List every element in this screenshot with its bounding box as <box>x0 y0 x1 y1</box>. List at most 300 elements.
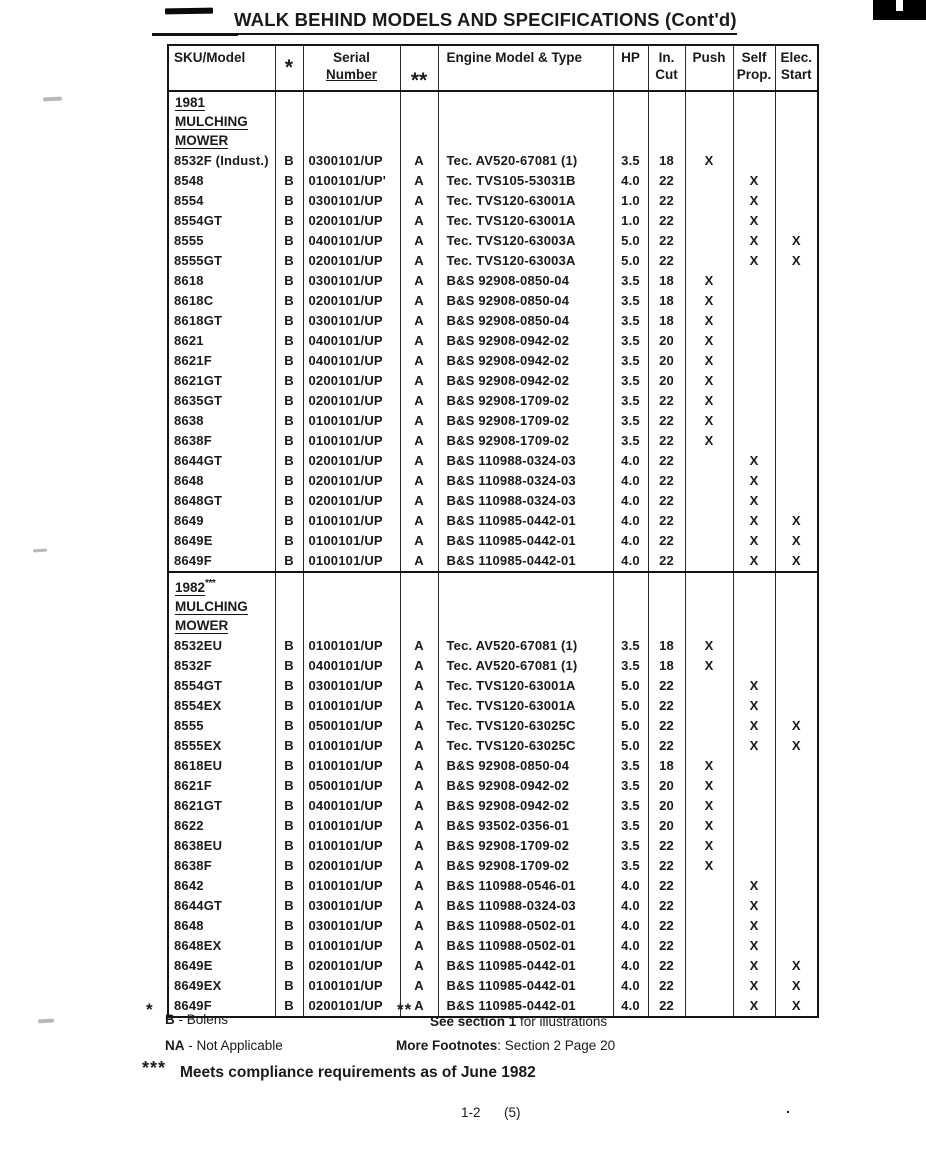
section-header-row <box>168 572 818 636</box>
cell-serial: 0200101/UP <box>303 371 400 391</box>
cell-serial: 0300101/UP <box>303 151 400 171</box>
footnote-star-marker: * <box>146 1000 153 1019</box>
table-row <box>168 836 818 856</box>
cell-elec: X <box>775 716 818 736</box>
col-header-star: * <box>275 45 303 91</box>
cell-model: 8638 <box>174 413 204 428</box>
cell-b: B <box>275 311 303 331</box>
cell-elec <box>775 816 818 836</box>
cell-self: X <box>733 976 775 996</box>
cell-push: X <box>685 311 733 331</box>
cell-self: X <box>733 696 775 716</box>
cell-push <box>685 876 733 896</box>
cell-self <box>733 371 775 391</box>
cell-a: A <box>400 411 438 431</box>
cell-serial: 0100101/UP <box>303 936 400 956</box>
cell-engine: B&S 110988-0324-03 <box>438 491 613 511</box>
cell-push: X <box>685 151 733 171</box>
header-line: Serial <box>333 50 370 65</box>
cell-a: A <box>400 171 438 191</box>
cell-serial: 0200101/UP <box>303 251 400 271</box>
cell-cut: 22 <box>648 451 685 471</box>
cell-self <box>733 331 775 351</box>
cell-model: 8554EX <box>174 697 222 713</box>
table-row <box>168 491 818 511</box>
cell-self: X <box>733 676 775 696</box>
cell-elec <box>775 311 818 331</box>
cell-self <box>733 836 775 856</box>
cell-self: X <box>733 956 775 976</box>
cell-self <box>733 271 775 291</box>
table-row <box>168 956 818 976</box>
cell-b: B <box>275 431 303 451</box>
cell-serial: 0200101/UP <box>303 996 400 1017</box>
cell-serial: 0100101/UP <box>303 816 400 836</box>
cell-engine: B&S 92908-0942-02 <box>438 351 613 371</box>
cell-serial: 0300101/UP <box>303 311 400 331</box>
cell-self: X <box>733 551 775 572</box>
cell-self: X <box>733 191 775 211</box>
footnote-def: - Not Applicable <box>184 1038 283 1053</box>
cell-self <box>733 351 775 371</box>
cell-cut: 22 <box>648 876 685 896</box>
cell-hp: 4.0 <box>613 956 648 976</box>
cell-a: A <box>400 271 438 291</box>
cell-engine: B&S 93502-0356-01 <box>438 816 613 836</box>
table-row <box>168 411 818 431</box>
cell-hp: 3.5 <box>613 431 648 451</box>
cell-serial: 0100101/UP <box>303 876 400 896</box>
table-row <box>168 876 818 896</box>
cell-a: A <box>400 856 438 876</box>
cell-engine: Tec. TVS120-63001A <box>438 211 613 231</box>
table-row <box>168 351 818 371</box>
cell-self: X <box>733 876 775 896</box>
empty-cell <box>275 572 303 636</box>
cell-self <box>733 311 775 331</box>
empty-cell <box>648 572 685 636</box>
cell-self: X <box>733 231 775 251</box>
cell-model: 8555EX <box>174 737 222 753</box>
cell-hp: 3.5 <box>613 331 648 351</box>
cell-push: X <box>685 756 733 776</box>
cell-serial: 0400101/UP <box>303 351 400 371</box>
cell-b: B <box>275 916 303 936</box>
cell-b: B <box>275 676 303 696</box>
section-index-tab <box>873 0 926 20</box>
cell-a: A <box>400 451 438 471</box>
cell-elec <box>775 151 818 171</box>
cell-model: 8554 <box>174 193 204 208</box>
cell-hp: 4.0 <box>613 471 648 491</box>
table-row <box>168 856 818 876</box>
cell-serial: 0100101/UP <box>303 736 400 756</box>
cell-elec <box>775 491 818 511</box>
cell-self: X <box>733 996 775 1017</box>
cell-cut: 22 <box>648 191 685 211</box>
cell-b: B <box>275 936 303 956</box>
cell-serial: 0200101/UP <box>303 451 400 471</box>
cell-self <box>733 411 775 431</box>
cell-engine: B&S 110985-0442-01 <box>438 976 613 996</box>
cell-b: B <box>275 391 303 411</box>
cell-model: 8618C <box>174 293 214 308</box>
cell-model: 8638EU <box>174 837 223 853</box>
cell-model: 8621GT <box>174 797 223 813</box>
scan-artifact <box>38 1019 54 1024</box>
cell-model: 8622 <box>174 817 204 833</box>
cell-cut: 22 <box>648 856 685 876</box>
col-header-hp: HP <box>613 45 648 91</box>
cell-push: X <box>685 636 733 656</box>
section-name-line: MULCHING <box>175 598 248 614</box>
cell-push: X <box>685 856 733 876</box>
cell-elec: X <box>775 251 818 271</box>
cell-b: B <box>275 471 303 491</box>
cell-serial: 0400101/UP <box>303 231 400 251</box>
cell-a: A <box>400 551 438 572</box>
cell-a: A <box>400 776 438 796</box>
cell-model: 8621F <box>174 777 212 793</box>
cell-b: B <box>275 736 303 756</box>
table-row <box>168 231 818 251</box>
cell-hp: 3.5 <box>613 836 648 856</box>
table-row <box>168 896 818 916</box>
col-header-sku-model: SKU/Model <box>168 45 275 91</box>
cell-a: A <box>400 351 438 371</box>
header-line: Elec. <box>780 50 813 65</box>
cell-serial: 0500101/UP <box>303 716 400 736</box>
table-row <box>168 171 818 191</box>
cell-hp: 5.0 <box>613 231 648 251</box>
empty-cell <box>303 91 400 151</box>
cell-cut: 22 <box>648 211 685 231</box>
cell-b: B <box>275 776 303 796</box>
tab-digit-fragment <box>896 0 903 11</box>
table-row <box>168 431 818 451</box>
cell-elec <box>775 351 818 371</box>
table-row <box>168 716 818 736</box>
cell-cut: 22 <box>648 676 685 696</box>
cell-b: B <box>275 411 303 431</box>
cell-elec <box>775 171 818 191</box>
empty-cell <box>613 572 648 636</box>
cell-b: B <box>275 251 303 271</box>
section-year: 1982 <box>175 579 206 595</box>
cell-cut: 18 <box>648 756 685 776</box>
cell-self: X <box>733 716 775 736</box>
cell-a: A <box>400 796 438 816</box>
cell-cut: 20 <box>648 796 685 816</box>
cell-serial: 0100101/UP <box>303 551 400 572</box>
cell-elec: X <box>775 976 818 996</box>
footnote-term: NA <box>165 1038 185 1053</box>
cell-b: B <box>275 291 303 311</box>
cell-engine: Tec. TVS120-63001A <box>438 696 613 716</box>
cell-engine: B&S 92908-0942-02 <box>438 331 613 351</box>
cell-elec <box>775 331 818 351</box>
cell-hp: 3.5 <box>613 351 648 371</box>
cell-hp: 4.0 <box>613 916 648 936</box>
table-row <box>168 271 818 291</box>
cell-self: X <box>733 211 775 231</box>
cell-elec: X <box>775 511 818 531</box>
cell-self: X <box>733 531 775 551</box>
cell-push <box>685 956 733 976</box>
cell-push: X <box>685 796 733 816</box>
cell-engine: B&S 110985-0442-01 <box>438 551 613 572</box>
cell-a: A <box>400 331 438 351</box>
scan-artifact: . <box>786 1100 790 1116</box>
header-line: Self <box>741 50 767 65</box>
cell-engine: B&S 92908-0850-04 <box>438 311 613 331</box>
cell-b: B <box>275 636 303 656</box>
cell-elec <box>775 936 818 956</box>
cell-hp: 3.5 <box>613 776 648 796</box>
table-row <box>168 471 818 491</box>
cell-hp: 4.0 <box>613 996 648 1017</box>
col-header-elec-start <box>775 45 818 91</box>
cell-model: 8638F <box>174 433 212 448</box>
cell-model: 8554GT <box>174 213 223 228</box>
cell-hp: 3.5 <box>613 151 648 171</box>
header-line: Number <box>325 67 377 82</box>
cell-a: A <box>400 431 438 451</box>
cell-b: B <box>275 856 303 876</box>
col-header-in-cut <box>648 45 685 91</box>
cell-model: 8649F <box>174 553 212 568</box>
cell-push: X <box>685 271 733 291</box>
cell-b: B <box>275 756 303 776</box>
scan-artifact <box>33 549 47 553</box>
cell-self: X <box>733 251 775 271</box>
cell-b: B <box>275 511 303 531</box>
cell-serial: 0100101/UP <box>303 511 400 531</box>
cell-b: B <box>275 451 303 471</box>
table-row <box>168 511 818 531</box>
cell-push <box>685 251 733 271</box>
table-row <box>168 531 818 551</box>
cell-b: B <box>275 696 303 716</box>
cell-model: 8532EU <box>174 637 223 653</box>
footnote-def: : Section 2 Page 20 <box>497 1038 616 1053</box>
cell-b: B <box>275 191 303 211</box>
col-header-double-star: ** <box>400 45 438 91</box>
cell-hp: 5.0 <box>613 676 648 696</box>
cell-engine: B&S 110985-0442-01 <box>438 956 613 976</box>
cell-hp: 4.0 <box>613 976 648 996</box>
cell-push: X <box>685 351 733 371</box>
cell-cut: 20 <box>648 351 685 371</box>
cell-push: X <box>685 836 733 856</box>
cell-model: 8648EX <box>174 937 222 953</box>
cell-hp: 4.0 <box>613 936 648 956</box>
empty-cell <box>438 91 613 151</box>
cell-a: A <box>400 716 438 736</box>
cell-self: X <box>733 511 775 531</box>
cell-elec: X <box>775 996 818 1017</box>
cell-serial: 0100101/UP <box>303 976 400 996</box>
cell-engine: Tec. TVS120-63001A <box>438 191 613 211</box>
cell-b: B <box>275 716 303 736</box>
section-title <box>168 572 275 636</box>
table-row <box>168 311 818 331</box>
cell-cut: 18 <box>648 291 685 311</box>
cell-self <box>733 431 775 451</box>
section-year-footnote-marker: *** <box>205 578 216 589</box>
cell-serial: 0200101/UP <box>303 391 400 411</box>
cell-b: B <box>275 351 303 371</box>
cell-elec <box>775 776 818 796</box>
table-row <box>168 331 818 351</box>
empty-cell <box>733 572 775 636</box>
empty-cell <box>400 572 438 636</box>
cell-push <box>685 211 733 231</box>
cell-engine: Tec. TVS120-63003A <box>438 231 613 251</box>
cell-cut: 20 <box>648 331 685 351</box>
cell-cut: 18 <box>648 636 685 656</box>
empty-cell <box>685 572 733 636</box>
cell-serial: 0100101/UP <box>303 411 400 431</box>
cell-engine: B&S 110988-0324-03 <box>438 451 613 471</box>
cell-serial: 0200101/UP <box>303 291 400 311</box>
table-row <box>168 211 818 231</box>
cell-self <box>733 776 775 796</box>
cell-model: 8618GT <box>174 313 223 328</box>
cell-self: X <box>733 916 775 936</box>
cell-hp: 3.5 <box>613 371 648 391</box>
cell-a: A <box>400 211 438 231</box>
cell-elec <box>775 391 818 411</box>
cell-engine: B&S 92908-0942-02 <box>438 371 613 391</box>
cell-engine: Tec. TVS120-63025C <box>438 716 613 736</box>
footnote-triple-star-marker: *** <box>142 1058 167 1078</box>
cell-self <box>733 756 775 776</box>
cell-a: A <box>400 511 438 531</box>
cell-hp: 3.5 <box>613 391 648 411</box>
cell-cut: 22 <box>648 976 685 996</box>
header-line: Prop. <box>736 67 772 82</box>
cell-elec <box>775 371 818 391</box>
cell-a: A <box>400 371 438 391</box>
table-row <box>168 776 818 796</box>
cell-cut: 22 <box>648 171 685 191</box>
cell-engine: B&S 110985-0442-01 <box>438 511 613 531</box>
cell-hp: 5.0 <box>613 696 648 716</box>
cell-b: B <box>275 876 303 896</box>
cell-model: 8648 <box>174 917 204 933</box>
title-underline-extension <box>152 33 238 36</box>
cell-cut: 20 <box>648 371 685 391</box>
cell-a: A <box>400 876 438 896</box>
cell-b: B <box>275 796 303 816</box>
cell-self <box>733 656 775 676</box>
cell-b: B <box>275 836 303 856</box>
cell-a: A <box>400 656 438 676</box>
empty-cell <box>303 572 400 636</box>
cell-engine: Tec. AV520-67081 (1) <box>438 636 613 656</box>
cell-cut: 22 <box>648 896 685 916</box>
cell-push <box>685 936 733 956</box>
cell-serial: 0100101/UP <box>303 756 400 776</box>
cell-self <box>733 291 775 311</box>
cell-serial: 0400101/UP <box>303 656 400 676</box>
cell-serial: 0300101/UP <box>303 271 400 291</box>
cell-engine: Tec. TVS105-53031B <box>438 171 613 191</box>
cell-push <box>685 171 733 191</box>
cell-cut: 22 <box>648 716 685 736</box>
cell-cut: 22 <box>648 696 685 716</box>
cell-cut: 22 <box>648 491 685 511</box>
cell-model: 8644GT <box>174 897 223 913</box>
cell-a: A <box>400 756 438 776</box>
cell-cut: 22 <box>648 251 685 271</box>
cell-b: B <box>275 491 303 511</box>
cell-self <box>733 391 775 411</box>
empty-cell <box>400 91 438 151</box>
cell-a: A <box>400 231 438 251</box>
page-title: WALK BEHIND MODELS AND SPECIFICATIONS (Cont'd) <box>234 9 737 35</box>
cell-a: A <box>400 491 438 511</box>
footnote-term: B <box>165 1012 175 1027</box>
cell-elec: X <box>775 531 818 551</box>
cell-push <box>685 551 733 572</box>
empty-cell <box>648 91 685 151</box>
table-row <box>168 736 818 756</box>
cell-hp: 3.5 <box>613 856 648 876</box>
cell-hp: 3.5 <box>613 656 648 676</box>
cell-engine: B&S 92908-1709-02 <box>438 856 613 876</box>
cell-a: A <box>400 936 438 956</box>
header-line: Start <box>780 67 812 82</box>
cell-b: B <box>275 271 303 291</box>
cell-b: B <box>275 551 303 572</box>
footnote-term: See section 1 <box>430 1014 517 1029</box>
cell-cut: 22 <box>648 531 685 551</box>
cell-hp: 5.0 <box>613 251 648 271</box>
empty-cell <box>733 91 775 151</box>
cell-model: 8555 <box>174 717 204 733</box>
cell-serial: 0300101/UP <box>303 896 400 916</box>
cell-engine: B&S 110988-0502-01 <box>438 916 613 936</box>
cell-serial: 0300101/UP <box>303 191 400 211</box>
cell-push <box>685 676 733 696</box>
cell-a: A <box>400 636 438 656</box>
cell-elec <box>775 636 818 656</box>
cell-model: 8644GT <box>174 453 223 468</box>
table-header-row <box>168 45 818 91</box>
cell-elec <box>775 756 818 776</box>
cell-push <box>685 491 733 511</box>
cell-elec: X <box>775 956 818 976</box>
cell-a: A <box>400 736 438 756</box>
cell-engine: B&S 110988-0546-01 <box>438 876 613 896</box>
cell-self: X <box>733 171 775 191</box>
cell-model: 8648GT <box>174 493 223 508</box>
cell-self <box>733 856 775 876</box>
cell-a: A <box>400 696 438 716</box>
section-name-line: MOWER <box>175 617 229 633</box>
cell-push <box>685 736 733 756</box>
cell-self: X <box>733 936 775 956</box>
cell-self: X <box>733 736 775 756</box>
cell-cut: 22 <box>648 936 685 956</box>
cell-hp: 3.5 <box>613 411 648 431</box>
footnote-compliance: Meets compliance requirements as of June 1982 <box>180 1064 536 1081</box>
footnote-see-section <box>430 1014 607 1029</box>
cell-model: 8548 <box>174 173 204 188</box>
footnote-double-star-marker: ** <box>397 1000 413 1019</box>
